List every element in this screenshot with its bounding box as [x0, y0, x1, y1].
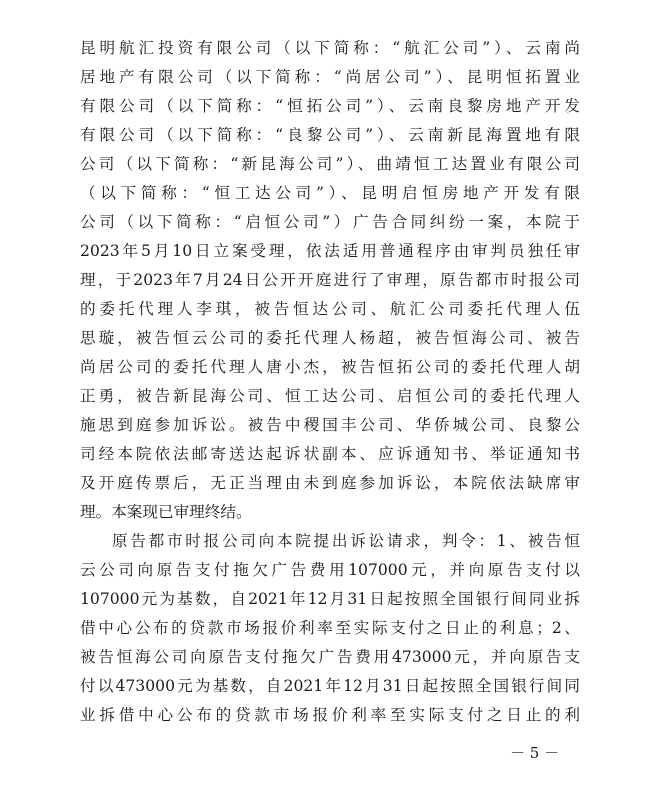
text-line: 公司（以下简称：“启恒公司”）广告合同纠纷一案，本院于 [80, 213, 580, 231]
text-line: 的委托代理人李琪，被告恒达公司、航汇公司委托代理人伍 [80, 300, 580, 318]
text-line: 业拆借中心公布的贷款市场报价利率至实际支付之日止的利 [80, 706, 580, 724]
text-line: 公司（以下简称：“新昆海公司”）、曲靖恒工达置业有限公司 [80, 155, 580, 173]
judgment-text-body [80, 34, 580, 730]
text-line: 及开庭传票后，无正当理由未到庭参加诉讼，本院依法缺席审 [80, 474, 580, 492]
text-line: 昆明航汇投资有限公司（以下简称：“航汇公司”）、云南尚 [80, 39, 580, 57]
text-line: 付以473000元为基数，自2021年12月31日起按照全国银行间同 [80, 677, 580, 695]
text-line: 2023年5月10日立案受理，依法适用普通程序由审判员独任审 [80, 242, 580, 260]
text-line: 云公司向原告支付拖欠广告费用107000元，并向原告支付以 [80, 561, 580, 579]
text-line: （以下简称：“恒工达公司”）、昆明启恒房地产开发有限 [80, 184, 580, 202]
text-line: 居地产有限公司（以下简称：“尚居公司”）、昆明恒拓置业 [80, 68, 580, 86]
text-line: 正勇，被告新昆海公司、恒工达公司、启恒公司的委托代理人 [80, 387, 580, 405]
text-line: 107000元为基数，自2021年12月31日起按照全国银行间同业拆 [80, 590, 580, 608]
text-line: 尚居公司的委托代理人唐小杰，被告恒拓公司的委托代理人胡 [80, 358, 580, 376]
text-line: 有限公司（以下简称：“恒拓公司”）、云南良黎房地产开发 [80, 97, 580, 115]
paragraph-start-line: 原告都市时报公司向本院提出诉讼请求，判令：1、被告恒 [112, 532, 580, 550]
text-line: 思璇，被告恒云公司的委托代理人杨超，被告恒海公司、被告 [80, 329, 580, 347]
text-line: 施思到庭参加诉讼。被告中稷国丰公司、华侨城公司、良黎公 [80, 416, 580, 434]
text-line: 有限公司（以下简称：“良黎公司”）、云南新昆海置地有限 [80, 126, 580, 144]
text-line: 司经本院依法邮寄送达起诉状副本、应诉通知书、举证通知书 [80, 445, 580, 463]
text-line: 理。本案现已审理终结。 [80, 503, 252, 521]
text-line: 理，于2023年7月24日公开开庭进行了审理，原告都市时报公司 [80, 271, 580, 289]
text-line: 借中心公布的贷款市场报价利率至实际支付之日止的利息；2、 [80, 619, 580, 637]
text-line: 被告恒海公司向原告支付拖欠广告费用473000元，并向原告支 [80, 648, 580, 666]
page-number: － 5 － [510, 744, 560, 762]
